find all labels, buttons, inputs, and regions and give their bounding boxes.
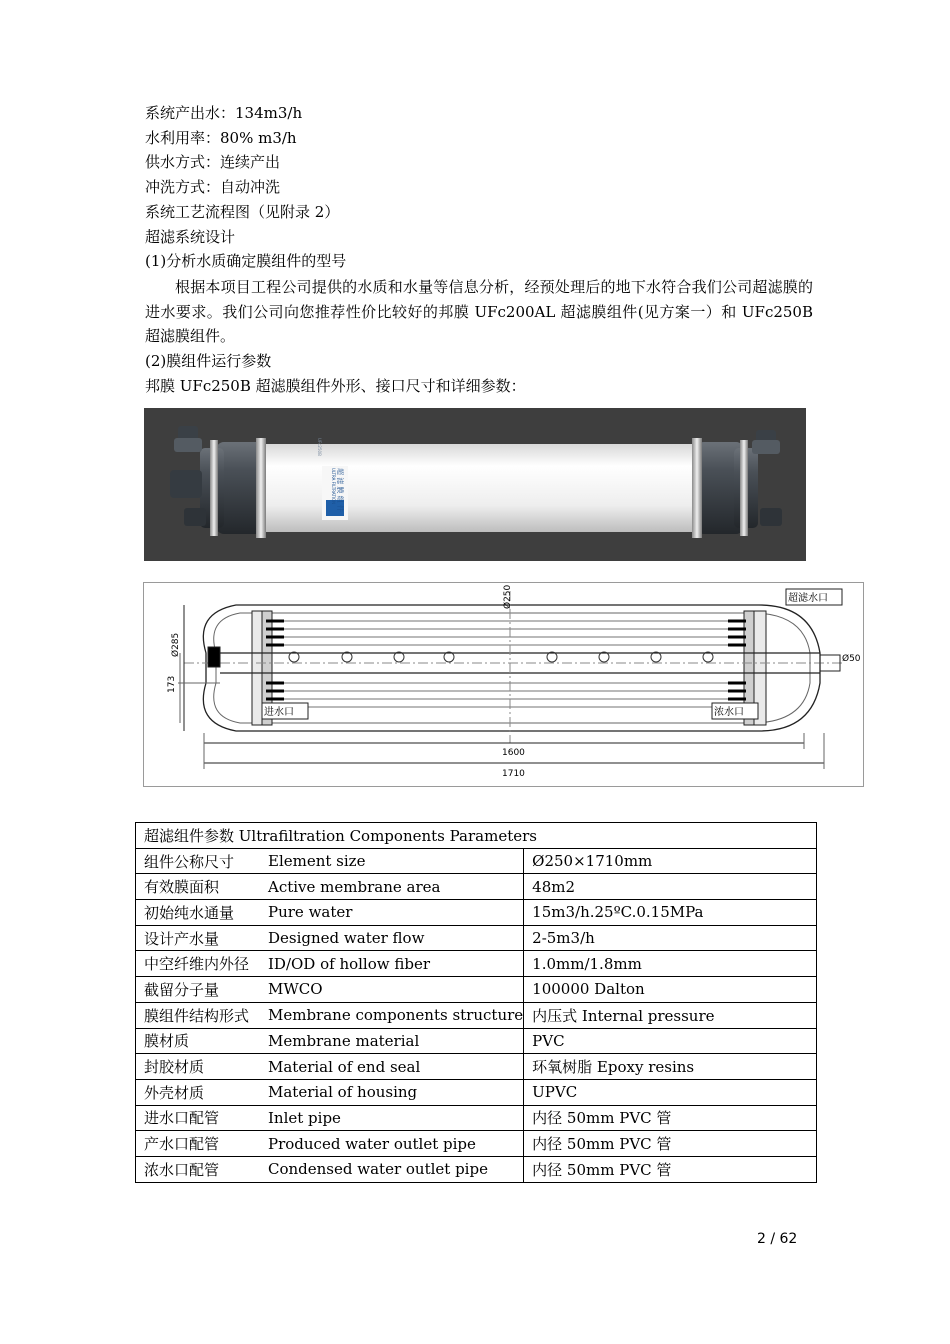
param-name-en: Membrane material [260, 1028, 524, 1054]
param-value: 2-5m3/h [524, 925, 817, 951]
param-name-cn: 膜材质 [136, 1028, 261, 1054]
param-value: 内径 50mm PVC 管 [524, 1156, 817, 1182]
parameters-table [135, 822, 817, 1183]
tube-label-brand: ULTRA FILTRATION [331, 468, 336, 505]
param-name-cn: 进水口配管 [136, 1105, 261, 1131]
label-filtrate-outlet: 超滤水口 [788, 593, 828, 604]
table-title: 超滤组件参数 Ultrafiltration Components Parameters [136, 823, 817, 849]
table-row [136, 925, 817, 951]
subheading-model-selection: (1)分析水质确定膜组件的型号 [145, 252, 347, 270]
dim-height: 173 [167, 675, 177, 693]
param-name-cn: 中空纤维内外径 [136, 951, 261, 977]
table-row [136, 1105, 817, 1131]
text-line-process-flow: 系统工艺流程图（见附录 2） [145, 203, 340, 221]
param-name-cn: 浓水口配管 [136, 1156, 261, 1182]
dim-outer-diameter: Ø250 [503, 584, 513, 609]
param-name-cn: 外壳材质 [136, 1079, 261, 1105]
param-value: 48m2 [524, 874, 817, 900]
param-name-en: Condensed water outlet pipe [260, 1156, 524, 1182]
tube-label-text: 超 滤 膜 组 件 [336, 468, 344, 512]
param-name-cn: 截留分子量 [136, 977, 261, 1003]
subheading-operating-params: (2)膜组件运行参数 [145, 352, 272, 370]
param-name-en: Produced water outlet pipe [260, 1131, 524, 1157]
param-value: 内径 50mm PVC 管 [524, 1131, 817, 1157]
label-feed-inlet: 进水口 [264, 707, 294, 718]
table-row [136, 1131, 817, 1157]
table-row [136, 977, 817, 1003]
dim-inner-length: 1600 [502, 748, 525, 758]
technical-drawing [143, 582, 864, 787]
param-value: 15m3/h.25ºC.0.15MPa [524, 900, 817, 926]
text-line-flush-mode: 冲洗方式：自动冲洗 [145, 178, 281, 196]
param-name-cn: 产水口配管 [136, 1131, 261, 1157]
param-name-cn: 有效膜面积 [136, 874, 261, 900]
dim-body-diameter: Ø285 [171, 632, 181, 657]
table-row [136, 1079, 817, 1105]
param-name-en: Pure water [260, 900, 524, 926]
param-value: 环氧树脂 Epoxy resins [524, 1054, 817, 1080]
section-heading-uf-design: 超滤系统设计 [145, 228, 236, 246]
param-name-cn: 封胶材质 [136, 1054, 261, 1080]
param-name-cn: 设计产水量 [136, 925, 261, 951]
param-value: 内压式 Internal pressure [524, 1002, 817, 1028]
param-name-cn: 膜组件结构形式 [136, 1002, 261, 1028]
product-photo [144, 408, 806, 561]
table-row [136, 848, 817, 874]
param-value: 1.0mm/1.8mm [524, 951, 817, 977]
param-name-en: MWCO [260, 977, 524, 1003]
param-name-cn: 组件公称尺寸 [136, 848, 261, 874]
param-name-en: Inlet pipe [260, 1105, 524, 1131]
text-line-output: 系统产出水：134m3/h [145, 104, 303, 122]
param-value: 内径 50mm PVC 管 [524, 1105, 817, 1131]
param-name-en: Designed water flow [260, 925, 524, 951]
table-row [136, 1002, 817, 1028]
param-name-en: Active membrane area [260, 874, 524, 900]
table-title-row [136, 823, 817, 849]
tube-label-code: UFc250B [317, 438, 322, 456]
param-name-en: Element size [260, 848, 524, 874]
caption-module-details: 邦膜 UFc250B 超滤膜组件外形、接口尺寸和详细参数： [145, 377, 526, 395]
table-row [136, 874, 817, 900]
param-value: PVC [524, 1028, 817, 1054]
param-name-en: ID/OD of hollow fiber [260, 951, 524, 977]
table-row [136, 951, 817, 977]
param-value: UPVC [524, 1079, 817, 1105]
param-name-en: Material of end seal [260, 1054, 524, 1080]
table-row [136, 900, 817, 926]
dim-total-length: 1710 [502, 769, 525, 779]
text-line-supply-mode: 供水方式：连续产出 [145, 153, 281, 171]
table-row [136, 1054, 817, 1080]
param-value: 100000 Dalton [524, 977, 817, 1003]
page-number: 2 / 62 [757, 1231, 798, 1247]
param-value: Ø250×1710mm [524, 848, 817, 874]
dim-port-diameter: Ø50 [842, 654, 861, 664]
table-row [136, 1156, 817, 1182]
param-name-en: Material of housing [260, 1079, 524, 1105]
param-name-en: Membrane components structure [260, 1002, 524, 1028]
text-line-utilization: 水利用率：80% m3/h [145, 129, 297, 147]
table-row [136, 1028, 817, 1054]
param-name-cn: 初始纯水通量 [136, 900, 261, 926]
label-concentrate-outlet: 浓水口 [714, 707, 744, 718]
recommendation-paragraph: 根据本项目工程公司提供的水质和水量等信息分析，经预处理后的地下水符合我们公司超滤膜的进水要求。我们公司向您推荐性价比较好的邦膜 UFc200AL 超滤膜组件(见方案一）和 UFc250B 超滤膜组件。 [145, 278, 813, 345]
